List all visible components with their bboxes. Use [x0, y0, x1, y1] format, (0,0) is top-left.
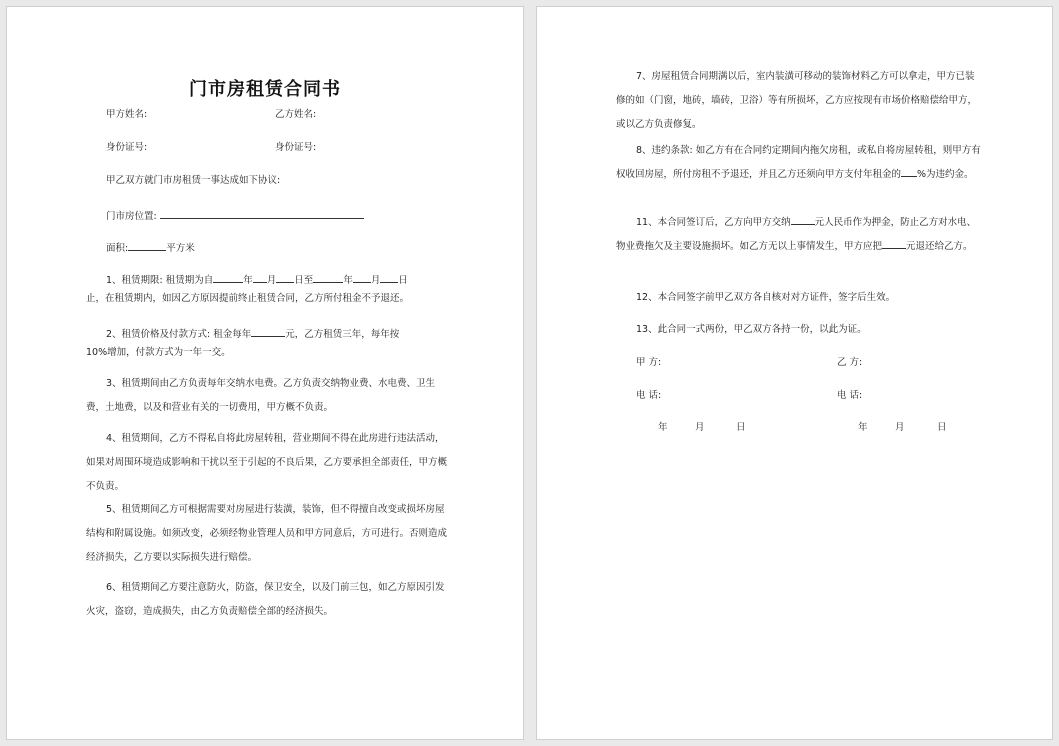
clause-4-text: 4、租赁期间，乙方不得私自将此房屋转租，营业期间不得在此房进行违法活动，如果对周围环境造成影响和干扰以至于引起的不良后果，乙方要承担全部责任，甲方概不负责。 — [86, 433, 448, 492]
clause-1-month: 月 — [266, 275, 277, 286]
clause-11-text-3: 元退还给乙方。 — [906, 241, 973, 252]
deposit-blank — [791, 213, 815, 225]
blank — [253, 271, 267, 283]
clause-1-to: 日至 — [294, 275, 314, 286]
area-line — [106, 239, 195, 255]
clause-2-text: 2、租赁价格及付款方式: 租金每年 — [106, 329, 252, 340]
clause-5-text: 5、租赁期间乙方可根据需要对房屋进行装潢，装饰，但不得擅自改变或损坏房屋结构和附属设施。如须改变，必须经物业管理人员和甲方同意后，方可进行。否则造成经济损失，乙方要以实际损失进行赔偿。 — [86, 504, 448, 563]
sign-date-b-year: 年 — [858, 422, 868, 433]
clause-1-day-2: 日 — [398, 275, 408, 286]
sign-date-b-day: 日 — [937, 422, 947, 433]
area-unit: 平方米 — [166, 243, 195, 254]
clause-1-line-1 — [106, 271, 408, 287]
clause-1-text: 1、租赁期限: 租赁期为自 — [106, 275, 214, 286]
clause-2-line-1 — [106, 325, 399, 341]
blank — [380, 271, 398, 283]
penalty-blank — [901, 165, 917, 177]
clause-1-year: 年 — [243, 275, 253, 286]
sign-party-a: 甲 方: — [636, 357, 662, 368]
sign-date-a-day: 日 — [736, 422, 746, 433]
clause-12: 12、本合同签字前甲乙双方各自核对对方证件，签字后生效。 — [636, 292, 896, 303]
blank — [313, 271, 343, 283]
clause-13: 13、此合同一式两份，甲乙双方各持一份，以此为证。 — [636, 324, 867, 335]
sign-date-a-month: 月 — [695, 422, 705, 433]
clause-1-year-2: 年 — [343, 275, 353, 286]
refund-blank — [882, 237, 906, 249]
clause-6 — [86, 576, 454, 624]
sign-party-b: 乙 方: — [837, 357, 863, 368]
clause-3 — [86, 372, 454, 420]
clause-11-text: 11、本合同签订后，乙方向甲方交纳 — [636, 217, 791, 228]
party-a-id-label: 身份证号: — [106, 142, 148, 153]
sign-date-b-month: 月 — [895, 422, 905, 433]
location-label: 门市房位置: — [106, 211, 157, 222]
document-page-1 — [6, 6, 524, 740]
blank — [213, 271, 243, 283]
document-title: 门市房租赁合同书 — [189, 79, 341, 100]
clause-8 — [616, 139, 982, 187]
clause-2-text-2: 元，乙方租赁三年，每年按 — [285, 329, 400, 340]
document-page-2 — [536, 6, 1053, 740]
sign-date-a-year: 年 — [658, 422, 668, 433]
clause-7 — [616, 65, 982, 137]
blank — [353, 271, 371, 283]
sign-phone-b: 电 话: — [837, 390, 863, 401]
blank — [276, 271, 294, 283]
clause-4 — [86, 427, 454, 499]
intro-text: 甲乙双方就门市房租赁一事达成如下协议: — [106, 175, 281, 186]
location-blank — [160, 207, 364, 219]
location-line — [106, 207, 364, 223]
party-b-name-label: 乙方姓名: — [275, 109, 317, 120]
clause-8-text-2: %为违约金。 — [917, 169, 974, 180]
clause-2-line-2: 10%增加，付款方式为一年一交。 — [86, 347, 231, 358]
clause-7-text: 7、房屋租赁合同期满以后，室内装潢可移动的装饰材料乙方可以拿走，甲方已装修的如（门窗，地砖，墙砖，卫浴）等有所损坏，乙方应按现有市场价格赔偿给甲方，或以乙方负责修复。 — [616, 71, 978, 130]
area-blank — [128, 239, 166, 251]
party-b-id-label: 身份证号: — [275, 142, 317, 153]
area-label: 面积: — [106, 243, 129, 254]
clause-6-text: 6、租赁期间乙方要注意防火，防盗，保卫安全，以及门前三包，如乙方原因引发火灾，盗窃，造成损失，由乙方负责赔偿全部的经济损失。 — [86, 582, 445, 617]
party-a-name-label: 甲方姓名: — [106, 109, 148, 120]
clause-5 — [86, 498, 454, 570]
clause-11-text-2: 元人民币作为押金，防止乙方对水电、物业费拖欠及主要设施损坏。如乙方无以上事情发生，甲方应把 — [616, 217, 977, 252]
clause-1-month-2: 月 — [370, 275, 381, 286]
clause-3-text: 3、租赁期间由乙方负责每年交纳水电费。乙方负责交纳物业费、水电费、卫生费，土地费，以及和营业有关的一切费用，甲方概不负责。 — [86, 378, 436, 413]
clause-11 — [616, 211, 982, 259]
clause-8-text: 8、违约条款: 如乙方有在合同约定期间内拖欠房租，或私自将房屋转租，则甲方有权收回房屋，所付房租不予退还，并且乙方还须向甲方支付年租金的 — [616, 145, 981, 180]
rent-blank — [251, 325, 285, 337]
clause-1-line-2: 止，在租赁期内，如因乙方原因提前终止租赁合同，乙方所付租金不予退还。 — [86, 293, 410, 304]
sign-phone-a: 电 话: — [636, 390, 662, 401]
